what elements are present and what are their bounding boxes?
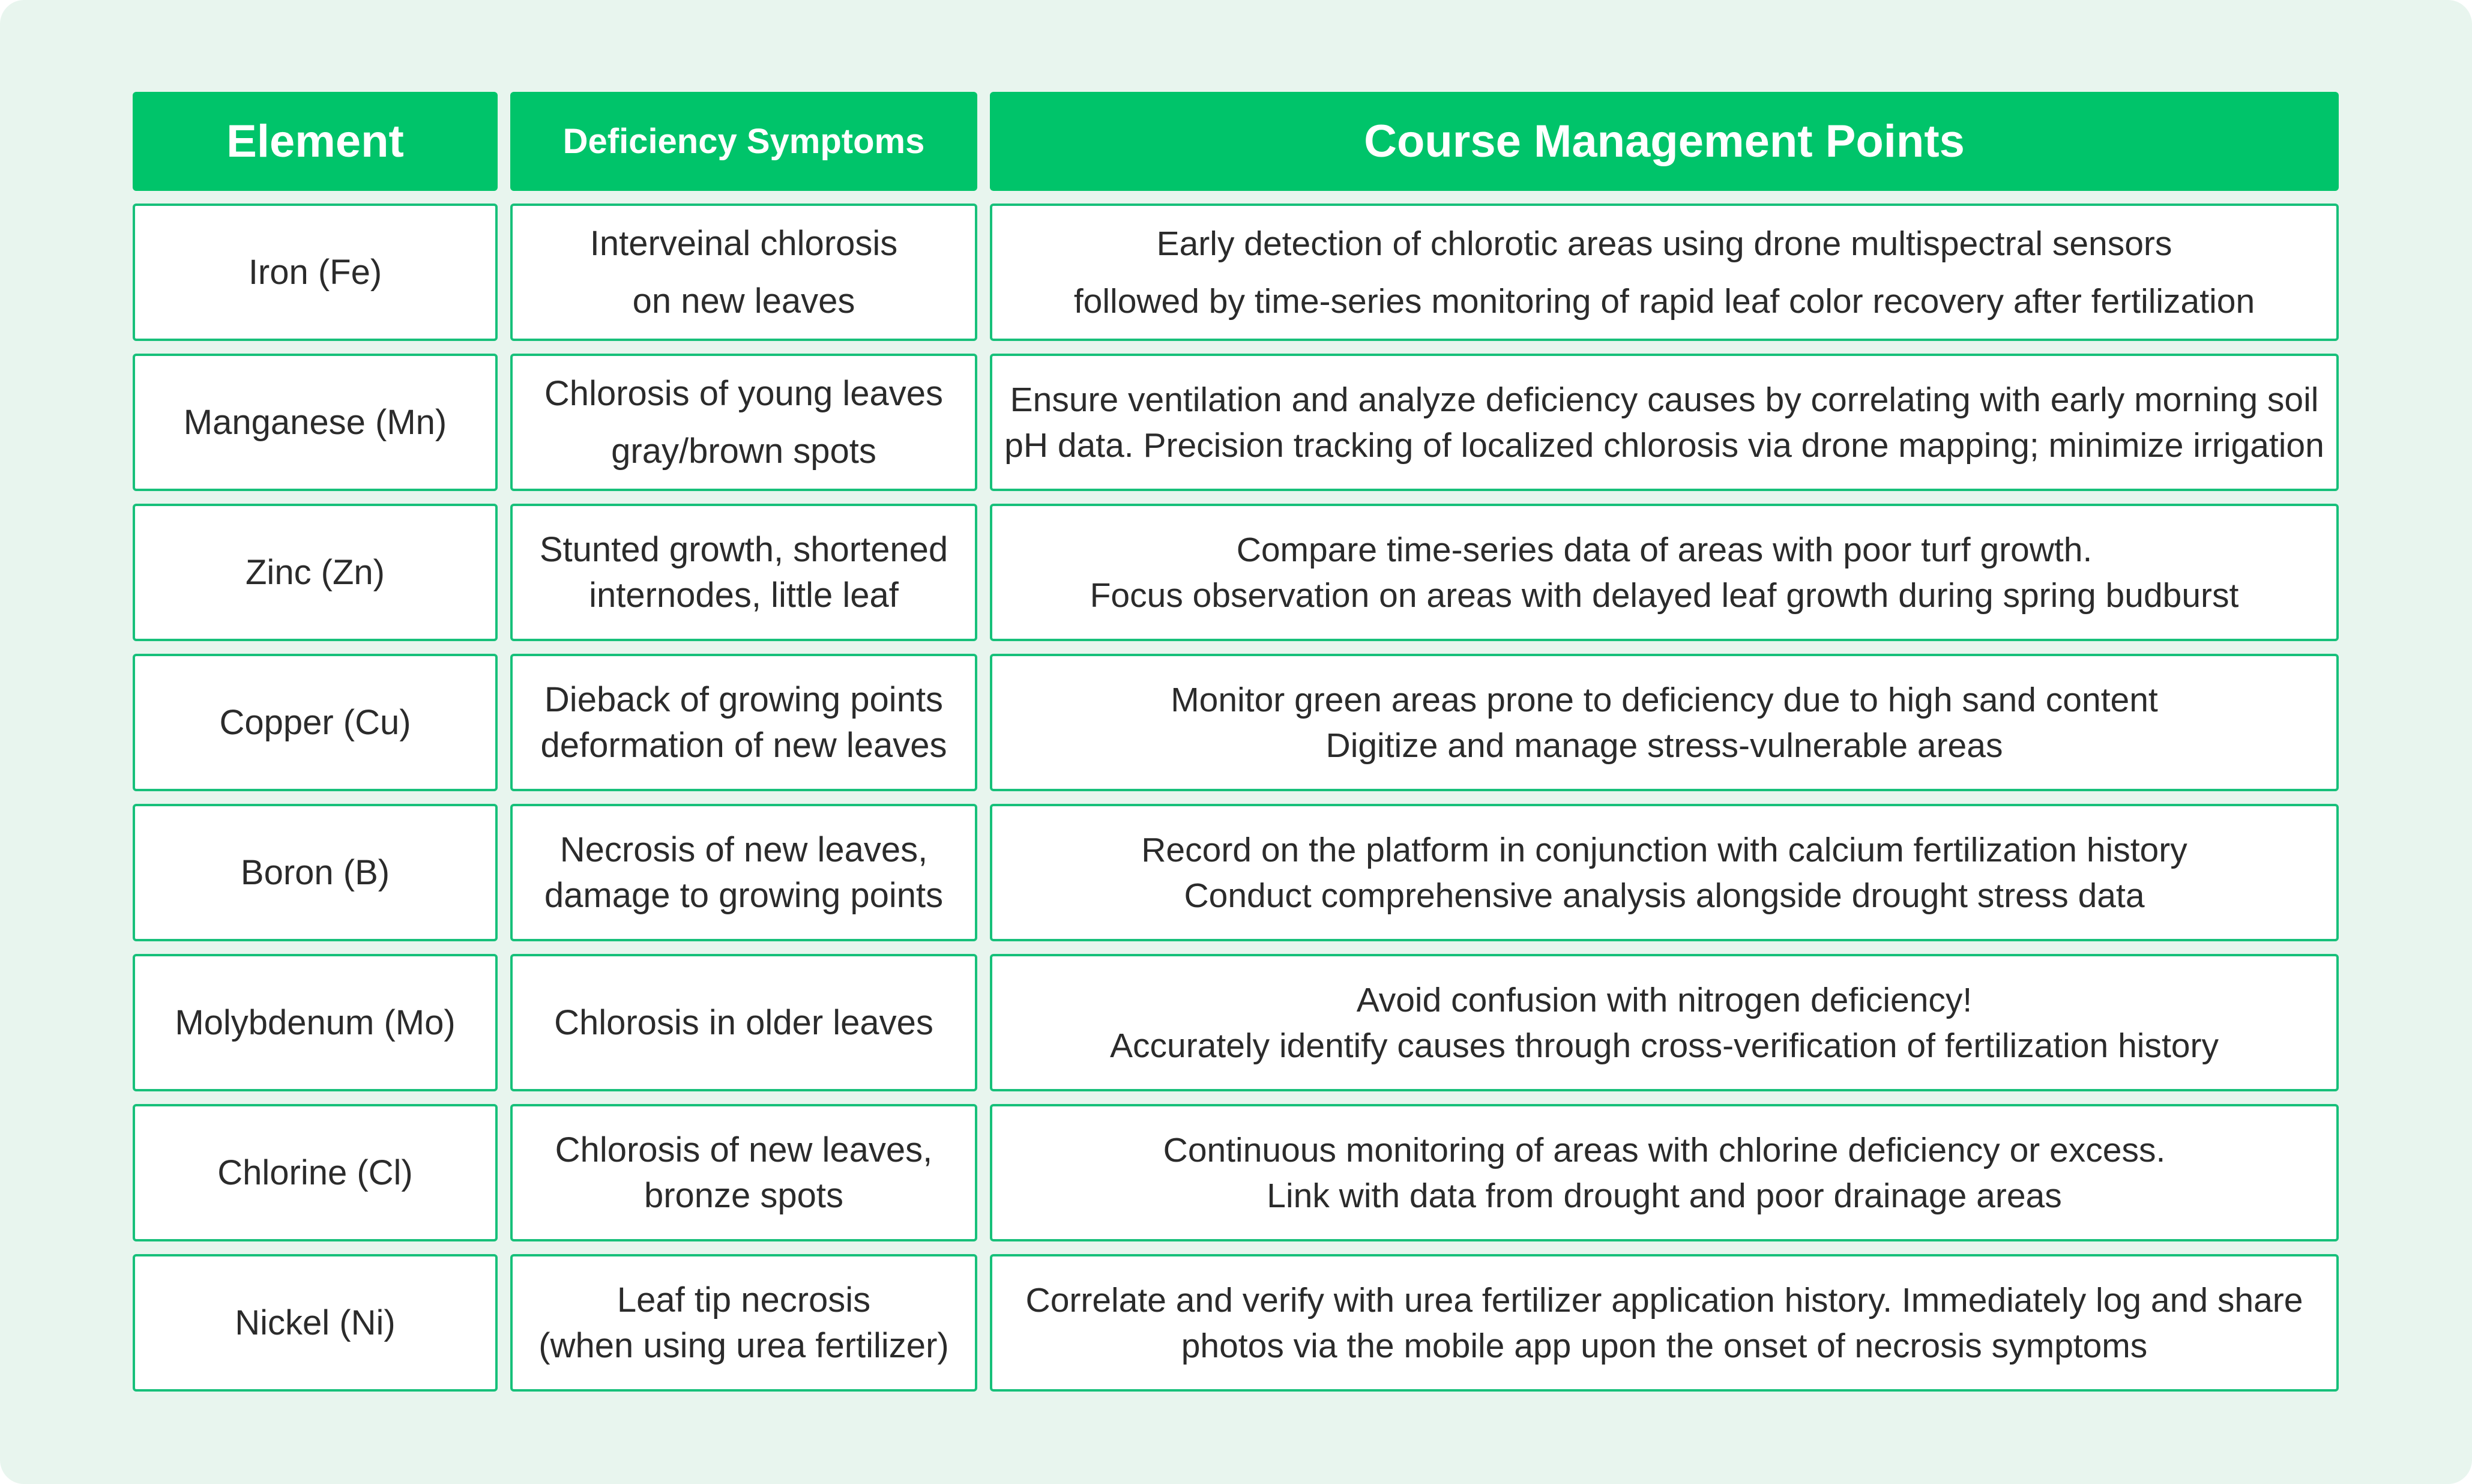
symptom-line: Interveinal chlorosis [589,223,898,263]
symptom-line: damage to growing points [544,875,944,915]
management-line: Avoid confusion with nitrogen deficiency! [1356,980,1973,1019]
cell-symptoms [510,204,977,341]
management-line: photos via the mobile app upon the onset of necrosis symptoms [1181,1326,2148,1365]
management-line: Digitize and manage stress-vulnerable areas [1325,726,2003,765]
management-line: Early detection of chlorotic areas using drone multispectral sensors [1156,224,2172,263]
element-name: Zinc (Zn) [246,552,385,592]
cell-symptoms [510,354,977,491]
symptom-line: Chlorosis of new leaves, [555,1130,933,1169]
element-name: Molybdenum (Mo) [175,1003,456,1042]
cell-symptoms [510,504,977,641]
symptom-line: (when using urea fertilizer) [538,1326,949,1365]
management-line: Accurately identify causes through cross-verification of fertilization history [1110,1026,2219,1065]
cell-management [990,504,2339,641]
cell-symptoms [510,1254,977,1392]
element-name: Chlorine (Cl) [217,1153,413,1192]
cell-management [990,1254,2339,1392]
cell-element [133,204,498,341]
management-line: pH data. Precision tracking of localized chlorosis via drone mapping; minimize irrigation [1004,426,2324,465]
management-line: Continuous monitoring of areas with chlorine deficiency or excess. [1163,1130,2166,1169]
management-line: Focus observation on areas with delayed leaf growth during spring budburst [1090,576,2239,615]
element-name: Boron (B) [240,852,390,892]
element-name: Nickel (Ni) [235,1303,396,1342]
cell-management [990,204,2339,341]
cell-management [990,954,2339,1091]
symptom-line: Leaf tip necrosis [616,1280,871,1320]
cell-management [990,354,2339,491]
cell-element [133,354,498,491]
cell-symptoms [510,804,977,941]
management-line: Correlate and verify with urea fertilizer application history. Immediately log and share [1025,1280,2303,1320]
cell-symptoms [510,1104,977,1241]
symptom-line: Chlorosis in older leaves [554,1003,933,1042]
micronutrient-table [133,92,2339,1392]
header-element: Element [133,92,498,191]
element-name: Iron (Fe) [248,252,382,292]
cell-element [133,654,498,791]
symptom-line: bronze spots [644,1175,844,1215]
management-line: Record on the platform in conjunction with calcium fertilization history [1141,830,2187,869]
cell-management [990,654,2339,791]
symptom-line: Stunted growth, shortened [539,529,948,569]
symptom-line: Necrosis of new leaves, [559,830,928,869]
symptom-line: gray/brown spots [611,431,876,471]
element-name: Manganese (Mn) [183,402,447,442]
symptom-line: on new leaves [632,281,855,321]
element-name: Copper (Cu) [219,702,411,742]
cell-management [990,804,2339,941]
symptom-line: internodes, little leaf [589,575,899,615]
cell-element [133,1104,498,1241]
symptom-line: Dieback of growing points [544,680,944,719]
management-line: Monitor green areas prone to deficiency due to high sand content [1171,680,2158,719]
cell-element [133,1254,498,1392]
management-line: Link with data from drought and poor drainage areas [1267,1176,2062,1215]
cell-symptoms [510,654,977,791]
management-line: followed by time-series monitoring of rapid leaf color recovery after fertilization [1073,282,2255,321]
management-line: Conduct comprehensive analysis alongside drought stress data [1184,876,2145,915]
cell-symptoms [510,954,977,1091]
symptom-line: Chlorosis of young leaves [544,373,944,413]
management-line: Ensure ventilation and analyze deficiency causes by correlating with early morning soil [1010,380,2319,419]
symptom-line: deformation of new leaves [540,725,947,765]
header-deficiency-symptoms: Deficiency Symptoms [510,92,977,191]
cell-element [133,804,498,941]
header-course-management-points: Course Management Points [990,92,2339,191]
cell-element [133,954,498,1091]
management-line: Compare time-series data of areas with poor turf growth. [1236,530,2093,569]
cell-element [133,504,498,641]
cell-management [990,1104,2339,1241]
